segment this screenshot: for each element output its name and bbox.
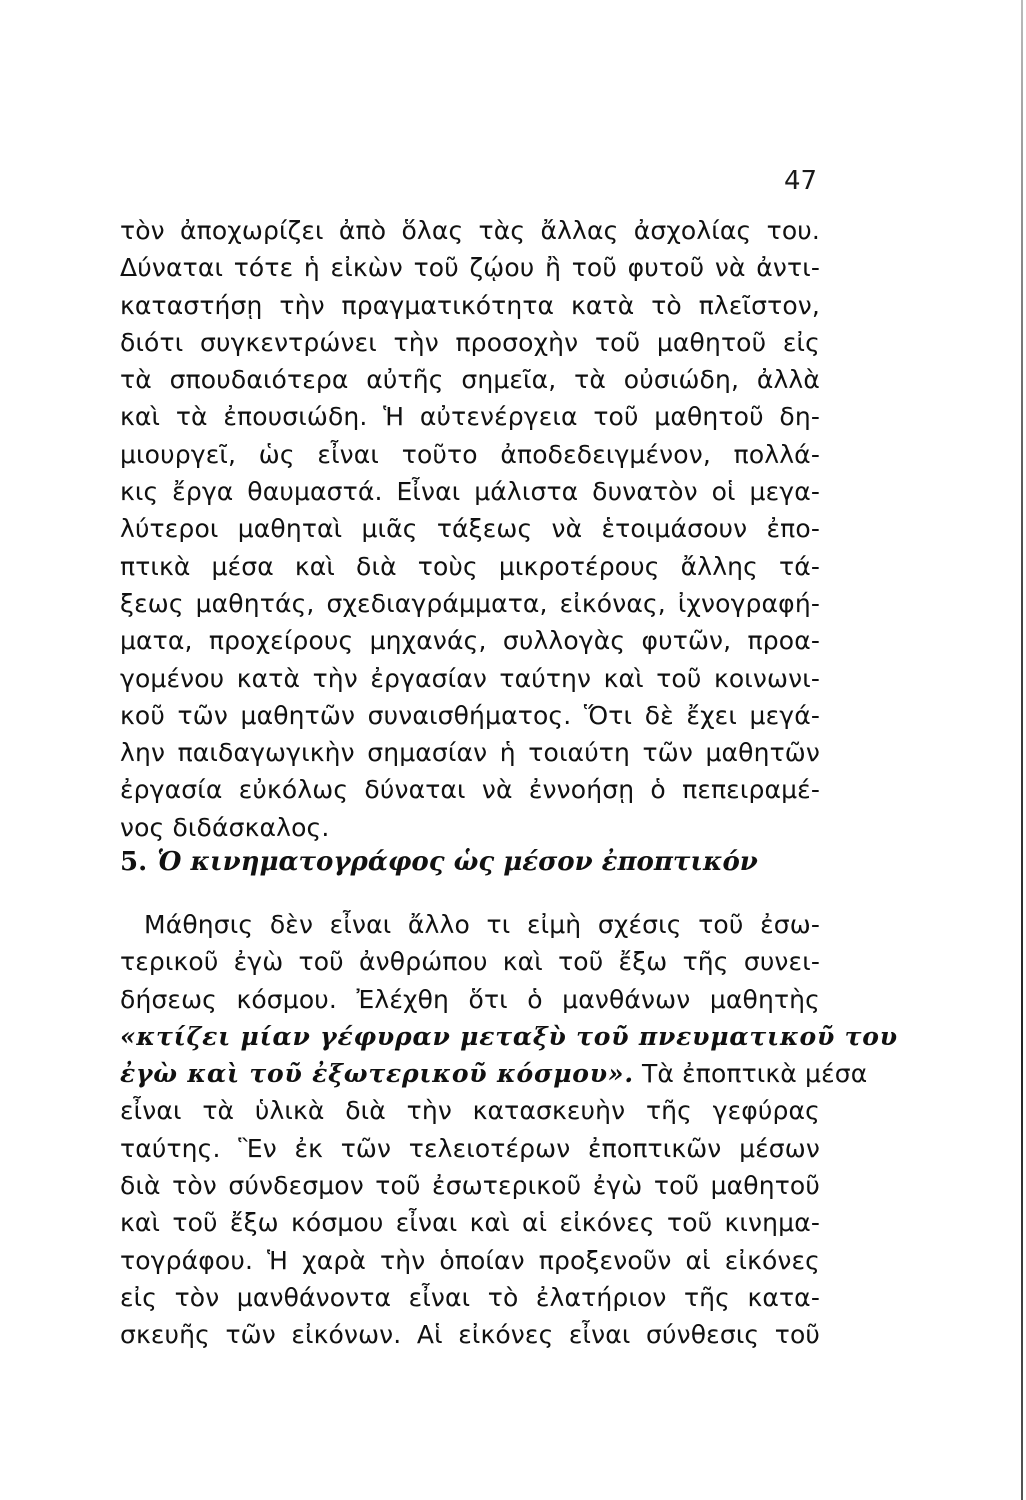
text-line: ματα, προχείρους μηχανάς, συλλογὰς φυτῶν, προα- <box>120 626 820 656</box>
text-line: τογράφου. Ἡ χαρὰ τὴν ὁποίαν προξενοῦν αἱ εἰκόνες <box>120 1245 820 1275</box>
text-line: νος διδάσκαλος. <box>120 812 330 842</box>
text-line: καὶ τὰ ἐπουσιώδη. Ἡ αὐτενέργεια τοῦ μαθητοῦ δη- <box>120 402 820 432</box>
text-line: κοῦ τῶν μαθητῶν συναισθήματος. Ὅτι δὲ ἔχει μεγά- <box>120 700 820 730</box>
page-number: 47 <box>784 166 818 196</box>
text-line: εἰς τὸν μανθάνοντα εἶναι τὸ ἐλατήριον τῆς κατα- <box>120 1282 820 1312</box>
text-line: τὸν ἀποχωρίζει ἀπὸ ὅλας τὰς ἄλλας ἀσχολίας του. <box>120 216 820 245</box>
text-line: ξεως μαθητάς, σχεδιαγράμματα, εἰκόνας, ἰχνογραφή- <box>120 588 820 618</box>
text-line: σκευῆς τῶν εἰκόνων. Αἱ εἰκόνες εἶναι σύνθεσις τοῦ <box>120 1320 820 1350</box>
section-number: 5. <box>120 847 148 877</box>
text-line: τὰ σπουδαιότερα αὐτῆς σημεῖα, τὰ οὐσιώδη, ἀλλὰ <box>120 365 820 395</box>
text-line: διὰ τὸν σύνδεσμον τοῦ ἐσωτερικοῦ ἐγὼ τοῦ μαθητοῦ <box>120 1171 820 1201</box>
text-line: τερικοῦ ἐγὼ τοῦ ἀνθρώπου καὶ τοῦ ἔξω τῆς συνει- <box>120 947 820 977</box>
section-title: Ὁ κινηματογράφος ὡς μέσον ἐποπτικόν <box>157 847 758 877</box>
text-line: μιουργεῖ, ὡς εἶναι τοῦτο ἀποδεδειγμένον, πολλά- <box>120 439 820 469</box>
text-line: Μάθησις δὲν εἶναι ἄλλο τι εἰμὴ σχέσις τοῦ ἐσω- <box>144 910 820 939</box>
paragraph-1 <box>120 212 820 846</box>
text-line: κις ἔργα θαυμαστά. Εἶναι μάλιστα δυνατὸν οἱ μεγα- <box>120 477 820 507</box>
text-line: λην παιδαγωγικὴν σημασίαν ἡ τοιαύτη τῶν μαθητῶν <box>120 738 820 768</box>
text-line: καταστήσῃ τὴν πραγματικότητα κατὰ τὸ πλεῖστον, <box>120 290 820 320</box>
text-line-continuation: Τὰ ἐποπτικὰ μέσα <box>633 1059 868 1089</box>
text-line: Δύναται τότε ἡ εἰκὼν τοῦ ζῴου ἢ τοῦ φυτοῦ νὰ ἀντι- <box>120 253 820 283</box>
paragraph-2 <box>120 906 898 1354</box>
text-line: εἶναι τὰ ὑλικὰ διὰ τὴν κατασκευὴν τῆς γεφύρας <box>120 1096 820 1126</box>
text-line: δήσεως κόσμου. Ἐλέχθη ὅτι ὁ μανθάνων μαθητὴς <box>120 984 820 1014</box>
text-line: πτικὰ μέσα καὶ διὰ τοὺς μικροτέρους ἄλλης τά- <box>120 551 820 581</box>
text-line: λύτεροι μαθηταὶ μιᾶς τάξεως νὰ ἑτοιμάσουν ἐπο- <box>120 514 820 544</box>
section-heading <box>120 844 758 880</box>
text-line: γομένου κατὰ τὴν ἐργασίαν ταύτην καὶ τοῦ κοινωνι- <box>120 663 820 693</box>
text-line: ταύτης. Ἓν ἐκ τῶν τελειοτέρων ἐποπτικῶν μέσων <box>120 1133 820 1163</box>
text-line: διότι συγκεντρώνει τὴν προσοχὴν τοῦ μαθητοῦ εἰς <box>120 327 820 357</box>
page-edge-shadow <box>1021 0 1023 1500</box>
emphasized-quote-line: «κτίζει μίαν γέφυραν μεταξὺ τοῦ πνευματικοῦ του <box>120 1021 898 1051</box>
text-line: ἐργασία εὐκόλως δύναται νὰ ἐννοήσῃ ὁ πεπειραμέ- <box>120 775 820 805</box>
text-line-mixed <box>120 1055 868 1092</box>
emphasized-quote-end: ἐγὼ καὶ τοῦ ἐξωτερικοῦ κόσμου». <box>120 1059 634 1089</box>
text-line: καὶ τοῦ ἔξω κόσμου εἶναι καὶ αἱ εἰκόνες τοῦ κινημα- <box>120 1208 820 1238</box>
